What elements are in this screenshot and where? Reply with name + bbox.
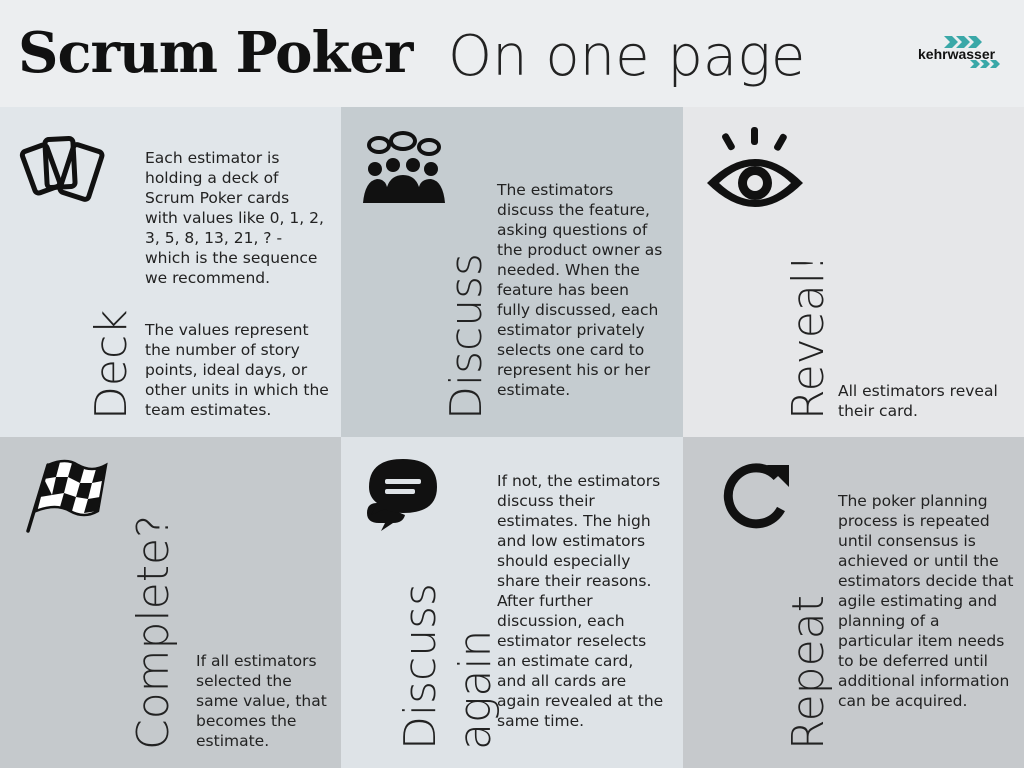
deck-label: Deck xyxy=(86,309,137,420)
eye-icon xyxy=(705,127,805,211)
complete-label: Complete? xyxy=(128,514,179,750)
complete-panel xyxy=(0,437,341,768)
reveal-panel xyxy=(683,107,1024,437)
discuss-again-panel xyxy=(341,437,683,768)
discuss-label: Discuss xyxy=(441,253,492,420)
checkered-flag-icon xyxy=(22,457,108,533)
cards-icon xyxy=(16,133,112,209)
refresh-icon xyxy=(715,457,795,537)
discuss-again-text: If not, the estimators discuss their estimates. The high and low estimators should especially share their reasons. After further discussion, each estimator reselects an estimate card, and all cards are again revealed at the same time. xyxy=(497,472,664,730)
repeat-panel xyxy=(683,437,1024,768)
discuss-panel xyxy=(341,107,683,437)
discuss-text: The estimators discuss the feature, asking questions of the product owner as needed. When the feature has been fully discussed, each estimator privately selects one card to represent his or her estimate. xyxy=(497,181,663,399)
page-subtitle: On one page xyxy=(448,24,806,89)
page-title: Scrum Poker xyxy=(18,20,413,86)
discuss-again-label-1: Discuss xyxy=(395,583,446,750)
kehrwasser-logo xyxy=(918,36,1008,76)
discuss-again-label-2: again xyxy=(450,629,501,750)
deck-text-2: The values represent the number of story points, ideal days, or other units in which the team estimates. xyxy=(145,321,329,419)
chat-bubbles-icon xyxy=(363,457,443,531)
reveal-text: All estimators reveal their card. xyxy=(838,382,998,420)
header xyxy=(0,0,1024,107)
group-discussion-icon xyxy=(359,129,449,205)
complete-text: If all estimators selected the same value, that becomes the estimate. xyxy=(196,652,327,750)
reveal-label: Reveal! xyxy=(783,254,834,420)
repeat-text: The poker planning process is repeated until consensus is achieved or until the estimators decide that agile estimating and planning of a particular item needs to be deferred until additional information can be acquired. xyxy=(838,492,1014,710)
repeat-label: Repeat xyxy=(783,595,834,750)
deck-text-1: Each estimator is holding a deck of Scrum Poker cards with values like 0, 1, 2, 3, 5, 8, 13, 21, ? - which is the sequence we recommend. xyxy=(145,149,324,287)
deck-panel xyxy=(0,107,341,437)
logo-text: kehrwasser xyxy=(918,46,996,62)
